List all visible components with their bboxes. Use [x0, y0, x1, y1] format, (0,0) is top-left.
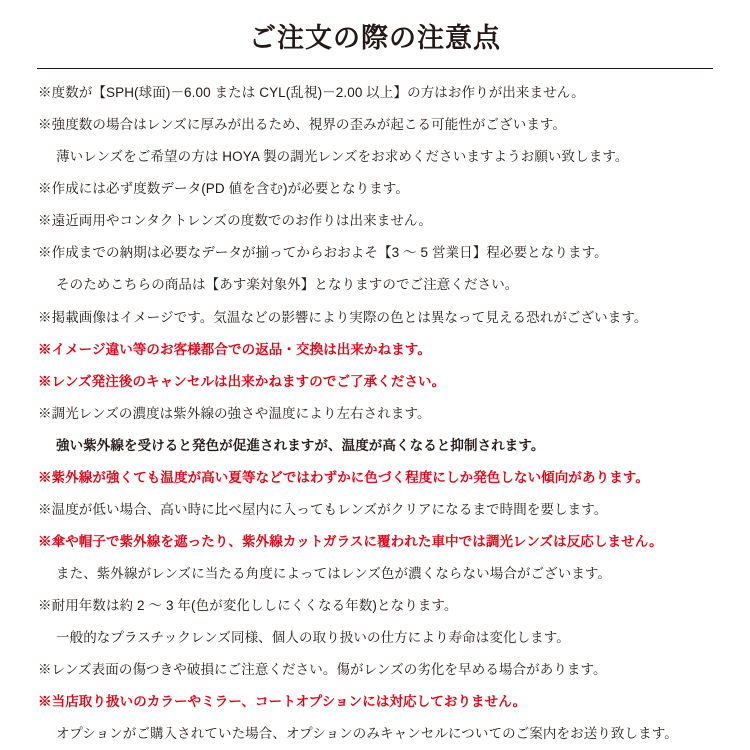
note-item: オプションがご購入されていた場合、オプションのみキャンセルについてのご案内をお送り致します。: [56, 725, 678, 741]
note-item: そのためこちらの商品は【あす楽対象外】となりますのでご注意ください。: [56, 277, 519, 293]
note-item: ※遠近両用やコンタクトレンズの度数でのお作りは出来ません。: [38, 213, 432, 229]
note-item: ※傘や帽子で紫外線を遮ったり、紫外線カットガラスに覆われた車中では調光レンズは反応しません。: [38, 533, 663, 549]
notes-list: [0, 69, 750, 744]
note-item: ※調光レンズの濃度は紫外線の強さや温度により左右されます。: [38, 405, 431, 421]
note-item: 強い紫外線を受けると発色が促進されますが、温度が高くなると抑制されます。: [56, 437, 545, 453]
note-item: ※イメージ違い等のお客様都合での返品・交換は出来かねます。: [38, 341, 431, 357]
note-item: ※度数が【SPH(球面)－6.00 または CYL(乱視)－2.00 以上】の方はお作りが出来ません。: [38, 85, 585, 101]
note-item: ※レンズ表面の傷つきや破損にご注意ください。傷がレンズの劣化を早める場合があります。: [38, 661, 607, 677]
note-item: ※作成までの納期は必要なデータが揃ってからおおよそ【3 ～ 5 営業日】程必要となります。: [38, 245, 608, 261]
note-item: ※紫外線が強くても温度が高い夏等などではわずかに色づく程度にしか発色しない傾向があります。: [38, 469, 649, 485]
note-item: ※レンズ発注後のキャンセルは出来かねますのでご了承ください。: [38, 373, 446, 389]
note-item: ※作成には必ず度数データ(PD 値を含む)が必要となります。: [38, 181, 409, 197]
note-item: ※強度数の場合はレンズに厚みが出るため、視界の歪みが起こる可能性がございます。: [38, 117, 567, 133]
note-item: ※耐用年数は約 2 ～ 3 年(色が変化ししにくくなる年数)となります。: [38, 597, 458, 613]
note-item: また、紫外線がレンズに当たる角度によってはレンズ色が濃くならない場合がございます。: [56, 565, 612, 581]
note-item: 薄いレンズをご希望の方は HOYA 製の調光レンズをお求めくださいますようお願い致します。: [56, 149, 629, 165]
page-title: ご注文の際の注意点: [249, 23, 501, 53]
note-item: ※掲載画像はイメージです。気温などの影響により実際の色とは異なって見える恐れがございます。: [38, 309, 648, 325]
note-item: ※当店取り扱いのカラーやミラー、コートオプションには対応しておりません。: [38, 693, 527, 709]
note-item: 一般的なプラスチックレンズ同様、個人の取り扱いの仕方により寿命は変化します。: [56, 629, 570, 645]
note-item: ※温度が低い場合、高い時に比べ屋内に入ってもレンズがクリアになるまで時間を要します。: [38, 501, 608, 517]
